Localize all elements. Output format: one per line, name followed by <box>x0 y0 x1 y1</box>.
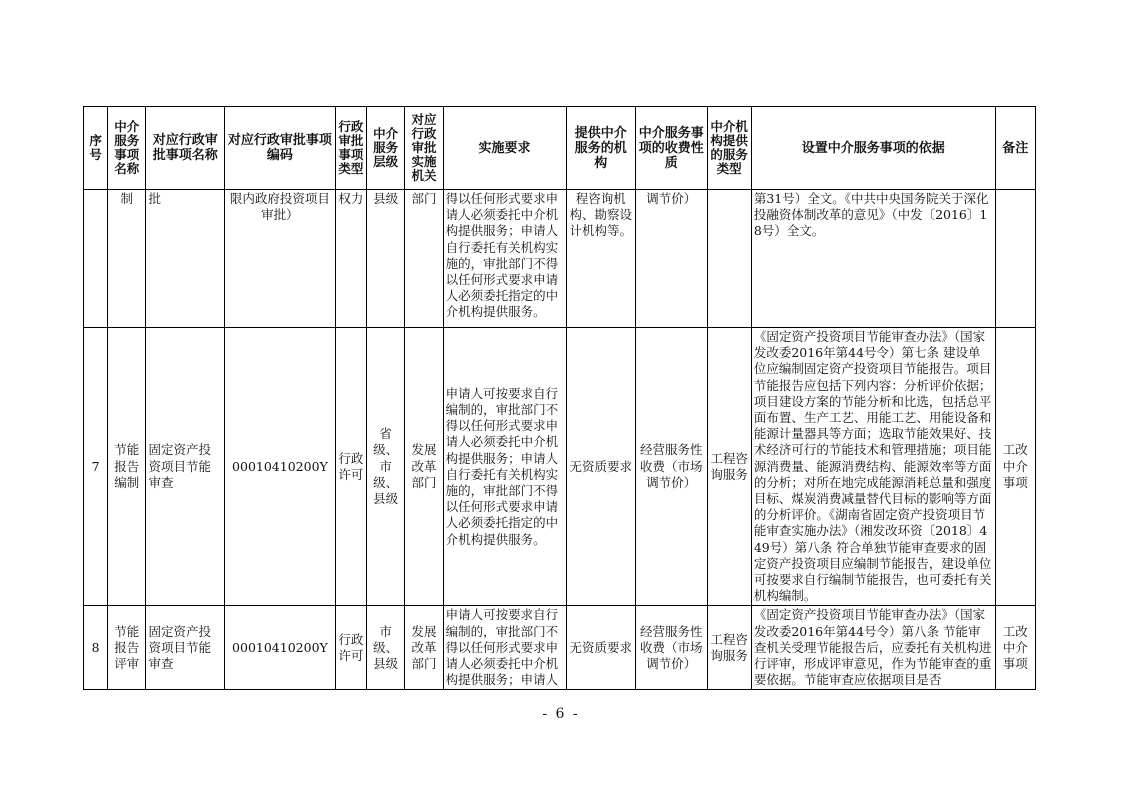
cell-basis: 《固定资产投资项目节能审查办法》（国家发改委2016年第44号令）第八条 节能审查机关受理节能报告后，应委托有关机构进行评审，形成评审意见，作为节能审查的重要依据。节能审查应依据项目是否 <box>751 606 995 690</box>
header-approval-name: 对应行政审批事项名称 <box>146 107 225 190</box>
cell-level: 市级、县级 <box>367 606 405 690</box>
cell-remarks: 工改中介事项 <box>995 328 1035 606</box>
cell-approval-name: 固定资产投资项目节能审查 <box>146 606 225 690</box>
cell-approval-code: 限内政府投资项目审批） <box>225 190 336 328</box>
header-fee: 中介服务事项的收费性质 <box>636 107 708 190</box>
header-no: 序号 <box>84 107 108 190</box>
cell-authority: 发展改革部门 <box>405 328 443 606</box>
cell-org-type: 工程咨询服务 <box>707 328 751 606</box>
cell-approval-code: 00010410200Y <box>225 606 336 690</box>
cell-level: 省级、市级、县级 <box>367 328 405 606</box>
cell-approval-name: 固定资产投资项目节能审查 <box>146 328 225 606</box>
header-org-type: 中介机构提供的服务类型 <box>707 107 751 190</box>
cell-org-type <box>707 190 751 328</box>
cell-basis: 《固定资产投资项目节能审查办法》（国家发改委2016年第44号令）第七条 建设单位应编制固定资产投资项目节能报告。项目节能报告应包括下列内容：分析评价依据；项目建设方案的节能分析和比选，包括总平面布置、生产工艺、用能工艺、用能设备和能源计量器具等方面；选取节能效果好、技术经济可行的节能技术和管理措施；项目能源消费量、能源消费结构、能源效率等方面的分析；对所在地完成能源消耗总量和强度目标、煤炭消费减量替代目标的影响等方面的分析评价。《湖南省固定资产投资项目节能审查实施办法》（湘发改环资〔2018〕449号）第八条 符合单独节能审查要求的固定资产投资项目应编制节能报告，建设单位可按要求自行编制节能报告，也可委托有关机构编制。 <box>751 328 995 606</box>
cell-fee: 调节价） <box>636 190 708 328</box>
cell-remarks: 工改中介事项 <box>995 606 1035 690</box>
cell-level: 县级 <box>367 190 405 328</box>
cell-authority: 发展改革部门 <box>405 606 443 690</box>
cell-approval-name: 批 <box>146 190 225 328</box>
cell-fee: 经营服务性收费（市场调节价） <box>636 606 708 690</box>
cell-basis: 第31号）全文。《中共中央国务院关于深化投融资体制改革的意见》（中发〔2016〕18号）全文。 <box>751 190 995 328</box>
header-provider: 提供中介服务的机构 <box>566 107 636 190</box>
cell-no: 8 <box>84 606 108 690</box>
cell-requirements: 申请人可按要求自行编制的，审批部门不得以任何形式要求申请人必须委托中介机构提供服务；申请人 <box>443 606 566 690</box>
cell-service-name: 制 <box>108 190 146 328</box>
header-service-name: 中介服务事项名称 <box>108 107 146 190</box>
header-requirements: 实施要求 <box>443 107 566 190</box>
table-header-row <box>84 107 1036 190</box>
cell-approval-type: 权力 <box>335 190 366 328</box>
header-approval-type: 行政审批事项类型 <box>335 107 366 190</box>
table-row <box>84 190 1036 328</box>
cell-approval-type: 行政许可 <box>335 328 366 606</box>
cell-requirements: 得以任何形式要求申请人必须委托中介机构提供服务；申请人自行委托有关机构实施的，审批部门不得以任何形式要求申请人必须委托指定的中介机构提供服务。 <box>443 190 566 328</box>
header-level: 中介服务层级 <box>367 107 405 190</box>
intermediary-services-table <box>83 106 1036 690</box>
cell-provider: 程咨询机构、勘察设计机构等。 <box>566 190 636 328</box>
cell-authority: 部门 <box>405 190 443 328</box>
cell-provider: 无资质要求 <box>566 328 636 606</box>
header-authority: 对应行政审批实施机关 <box>405 107 443 190</box>
cell-approval-code: 00010410200Y <box>225 328 336 606</box>
cell-requirements: 申请人可按要求自行编制的，审批部门不得以任何形式要求申请人必须委托中介机构提供服务；申请人自行委托有关机构实施的，审批部门不得以任何形式要求申请人必须委托指定的中介机构提供服务。 <box>443 328 566 606</box>
header-remarks: 备注 <box>995 107 1035 190</box>
table-row <box>84 328 1036 606</box>
cell-no: 7 <box>84 328 108 606</box>
cell-org-type: 工程咨询服务 <box>707 606 751 690</box>
table-row <box>84 606 1036 690</box>
header-basis: 设置中介服务事项的依据 <box>751 107 995 190</box>
cell-fee: 经营服务性收费（市场调节价） <box>636 328 708 606</box>
cell-no <box>84 190 108 328</box>
cell-service-name: 节能报告编制 <box>108 328 146 606</box>
page-number: - 6 - <box>542 706 580 722</box>
cell-service-name: 节能报告评审 <box>108 606 146 690</box>
cell-provider: 无资质要求 <box>566 606 636 690</box>
header-approval-code: 对应行政审批事项编码 <box>225 107 336 190</box>
cell-remarks <box>995 190 1035 328</box>
cell-approval-type: 行政许可 <box>335 606 366 690</box>
